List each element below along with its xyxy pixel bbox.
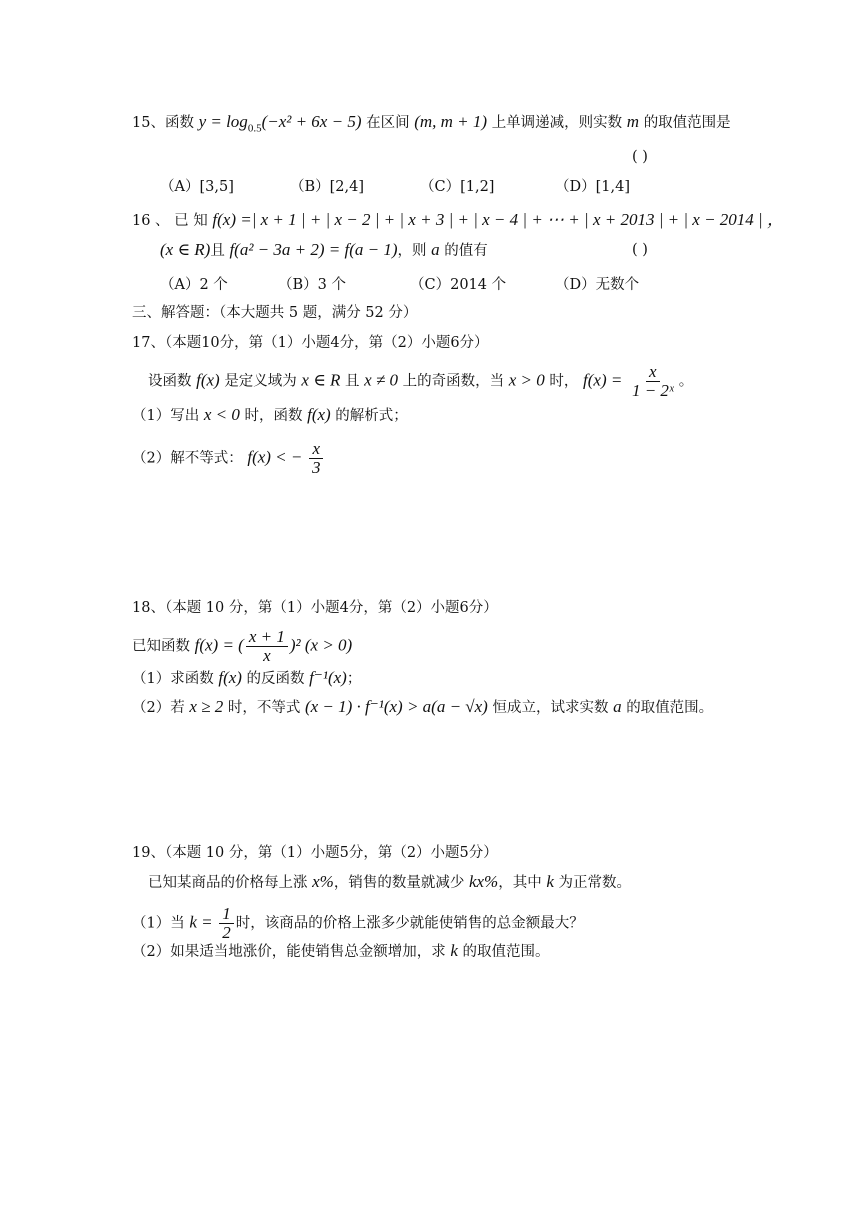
q19-p1-a: （1）当 <box>132 915 185 932</box>
q19-p2-var-k: k <box>450 941 458 960</box>
q16-line2 <box>160 240 488 261</box>
q18-p1-fx: f(x) <box>218 668 242 687</box>
q17-stem-b: 是定义域为 <box>224 373 297 390</box>
q16-answer-paren: ( ) <box>632 242 648 258</box>
q17-header: 17、（本题10分，第（1）小题4分，第（2）小题6分） <box>132 335 489 351</box>
q18-stem <box>132 628 352 665</box>
q17-stem <box>148 363 693 400</box>
q17-p1-e: 的解析式； <box>335 408 408 424</box>
q19-stem-c: ，销售的数量就减少 <box>333 875 465 891</box>
q18-p2-e: 恒成立，试求实数 <box>492 700 609 716</box>
q16-then: ，则 <box>397 243 427 259</box>
q17-p1-cond: x < 0 <box>203 405 240 424</box>
q15-log: $y = \log_{0.5}(-x^2 + 6x - 5)$ <box>198 112 362 135</box>
q16-number: 16 、 已 知 <box>132 213 208 229</box>
q17-period: 。 <box>678 373 694 390</box>
q19-var-k: k <box>546 872 554 891</box>
q15-option-c: （C）[1,2] <box>420 179 495 195</box>
section-heading: 三、解答题：（本大题共 5 题，满分 52 分） <box>132 305 418 321</box>
q15-lead: 函数 <box>164 115 194 131</box>
q19-stem-g: 为正常数。 <box>558 875 631 891</box>
q17-positive: x > 0 <box>508 370 545 390</box>
q18-power: )² (x > 0) <box>289 635 353 655</box>
q19-p1-k-eq: k = <box>189 912 213 932</box>
q15-answer-paren: ( ) <box>632 149 648 165</box>
q18-fx: f(x) = ( <box>194 635 244 655</box>
q16-option-c: （C）2014 个 <box>410 277 507 293</box>
q17-p1-a: （1）写出 <box>132 408 200 424</box>
q17-part2 <box>132 440 326 477</box>
q16-var-a: a <box>431 240 440 259</box>
q17-and: 且 <box>345 373 360 390</box>
q16-option-b: （B）3 个 <box>278 277 346 293</box>
q15-option-d: （D）[1,4] <box>555 179 630 195</box>
q18-part1 <box>132 668 361 689</box>
q17-p1-fx: f(x) <box>307 405 331 424</box>
q18-part2 <box>132 697 713 718</box>
q15-interval: (m, m + 1) <box>414 112 488 131</box>
q18-p1-a: （1）求函数 <box>132 671 214 687</box>
q19-stem-e: ，其中 <box>498 875 542 891</box>
q19-stem-a: 已知某商品的价格每上涨 <box>148 875 308 891</box>
q15-number: 15、 <box>132 115 165 131</box>
q18-p2-cond: x ≥ 2 <box>189 697 224 716</box>
q17-p2-fraction: $\frac{x}{3}$ <box>309 440 324 477</box>
q15-line <box>132 112 731 138</box>
q16-domain: (x ∈ R) <box>160 240 211 259</box>
q18-fraction: $\frac{x + 1}{x}$ <box>246 628 288 665</box>
q18-p1-c: 的反函数 <box>246 671 305 687</box>
q18-p2-ineq: (x − 1) · f⁻¹(x) > a(a − √x) <box>304 697 488 716</box>
q19-header: 19、（本题 10 分，第（1）小题5分，第（2）小题5分） <box>132 845 498 861</box>
q16-option-a: （A）2 个 <box>160 277 228 293</box>
q18-p2-a: （2）若 <box>132 700 185 716</box>
q17-domain: x ∈ R <box>301 370 341 390</box>
q16-formula: f(x) =| x + 1 | + | x − 2 | + | x + 3 | + | x − 4 | + ⋯ + | x + 2013 | + | x − 2014 | ， <box>212 210 784 229</box>
q17-stem-g: 上的奇函数，当 <box>402 373 505 390</box>
q19-part2 <box>132 941 550 962</box>
q18-p2-c: 时，不等式 <box>227 700 301 716</box>
q15-var-m: m <box>626 112 640 131</box>
q17-p1-c: 时，函数 <box>244 408 303 424</box>
q16-and: 且 <box>210 243 225 259</box>
q19-p2-a: （2）如果适当地涨价，能使销售总金额增加，求 <box>132 944 446 960</box>
q17-fx: f(x) <box>196 370 220 390</box>
q18-p2-var-a: a <box>613 697 622 716</box>
q18-p2-g: 的取值范围。 <box>626 700 714 716</box>
q19-p2-c: 的取值范围。 <box>462 944 550 960</box>
q17-fx-eq: f(x) = <box>583 370 623 390</box>
q18-header: 18、（本题 10 分，第（1）小题4分，第（2）小题6分） <box>132 600 498 616</box>
q18-p1-e: ； <box>346 671 362 687</box>
q17-stem-i: 时， <box>549 373 579 390</box>
q19-p1-fraction: $\frac{1}{2}$ <box>219 905 234 942</box>
q16-line1 <box>132 210 784 231</box>
q19-part1 <box>132 905 584 942</box>
q17-p2-ineq: f(x) < − <box>247 447 303 467</box>
q17-nonzero: x ≠ 0 <box>364 370 399 390</box>
q16-ask: 的值有 <box>444 243 488 259</box>
q19-p1-c: 时，该商品的价格上涨多少就能使销售的总金额最大？ <box>235 915 584 932</box>
q19-x-percent: x% <box>312 872 334 891</box>
q15-mid: 在区间 <box>366 115 410 131</box>
q15-option-a: （A）[3,5] <box>160 179 234 195</box>
q17-part1 <box>132 405 408 426</box>
q18-p1-inverse: f⁻¹(x) <box>309 668 347 687</box>
q15-tail: 上单调递减，则实数 <box>491 115 623 131</box>
q15-option-b: （B）[2,4] <box>290 179 365 195</box>
q19-stem <box>148 872 631 893</box>
q16-equation: f(a² − 3a + 2) = f(a − 1) <box>229 240 398 259</box>
q16-option-d: （D）无数个 <box>555 277 640 293</box>
q18-stem-a: 已知函数 <box>132 638 190 655</box>
q17-stem-a: 设函数 <box>148 373 192 390</box>
q19-kx-percent: kx% <box>468 872 499 891</box>
q15-end: 的取值范围是 <box>643 115 731 131</box>
q17-fraction: $\frac{x}{\text{1 − 2ˣ}}$ <box>631 362 674 400</box>
q17-p2-a: （2）解不等式： <box>132 450 243 467</box>
